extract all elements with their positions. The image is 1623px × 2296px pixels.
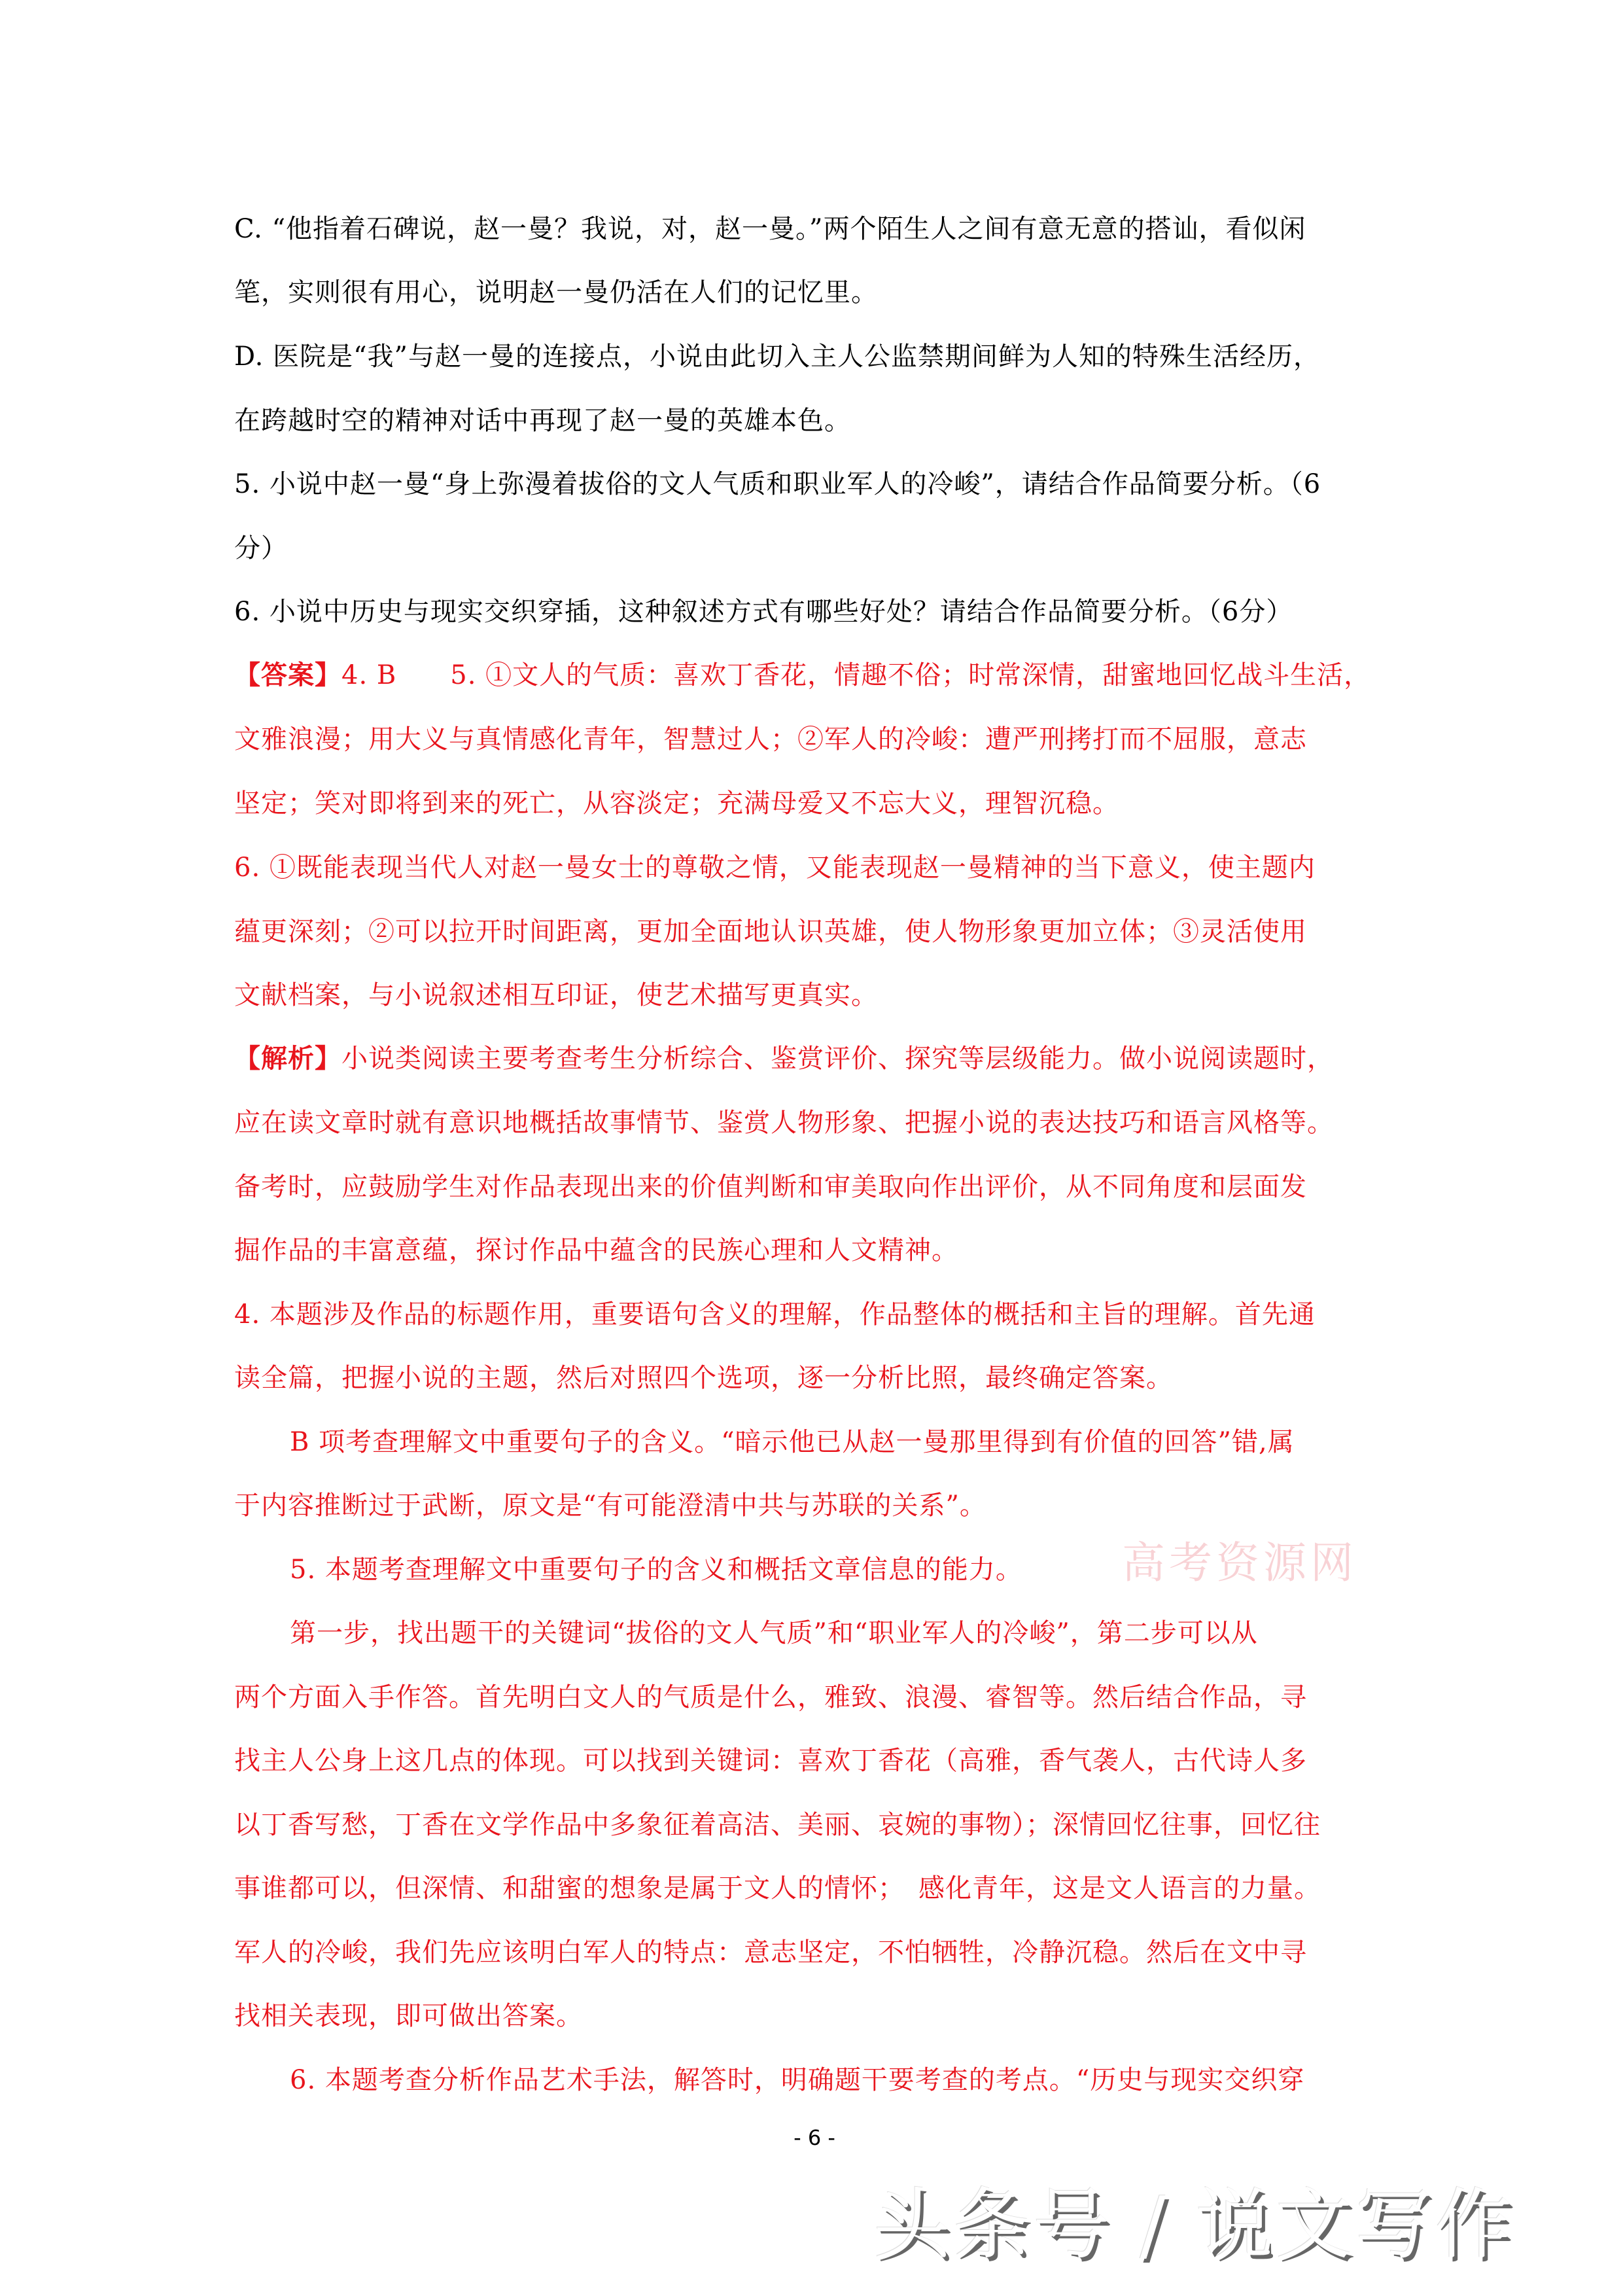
analysis-text: 小说类阅读主要考查考生分析综合、鉴赏评价、探究等层级能力。做小说阅读题时， [341,1044,1334,1074]
answer-text: 4. B 5. ①文人的气质：喜欢丁香花，情趣不俗；时常深情，甜蜜地回忆战斗生活， [341,660,1371,690]
analysis-b-line-1: B 项考查理解文中重要句子的含义。“暗示他已从赵一曼那里得到有价值的回答”错,属 [290,1427,1295,1457]
analysis-5-line-6: 军人的冷峻，我们先应该明白军人的特点：意志坚定，不怕牺牲，冷静沉稳。然后在文中寻 [234,1937,1307,1968]
brand-watermark: 头条号 / 说文写作 [873,2180,1515,2270]
analysis-line-1 [234,1039,1405,1078]
answer-6-line-2: 蕴更深刻；②可以拉开时间距离，更加全面地认识英雄，使人物形象更加立体；③灵活使用 [234,917,1307,947]
analysis-line-3: 备考时，应鼓励学生对作品表现出来的价值判断和审美取向作出评价，从不同角度和层面发 [234,1172,1307,1202]
option-c-line-2: 笔，实则很有用心，说明赵一曼仍活在人们的记忆里。 [234,277,878,308]
analysis-5-heading: 5. 本题考查理解文中重要句子的含义和概括文章信息的能力。 [290,1555,1022,1585]
analysis-5-line-7: 找相关表现，即可做出答案。 [234,2001,583,2031]
option-d-line-1: D. 医院是“我”与赵一曼的连接点，小说由此切入主人公监禁期间鲜为人知的特殊生活经历， [234,342,1320,372]
analysis-line-4: 掘作品的丰富意蕴，探讨作品中蕴含的民族心理和人文精神。 [234,1235,958,1265]
site-watermark: 高考资源网 [1122,1538,1357,1588]
analysis-line-2: 应在读文章时就有意识地概括故事情节、鉴赏人物形象、把握小说的表达技巧和语言风格等。 [234,1108,1334,1138]
analysis-4-line-1: 4. 本题涉及作品的标题作用，重要语句含义的理解，作品整体的概括和主旨的理解。首先通 [234,1299,1316,1330]
analysis-b-line-2: 于内容推断过于武断，原文是“有可能澄清中共与苏联的关系”。 [234,1491,986,1521]
analysis-5-line-1: 第一步，找出题干的关键词“拔俗的文人气质”和“职业军人的冷峻”，第二步可以从 [290,1618,1258,1648]
answer-6-line-3: 文献档案，与小说叙述相互印证，使艺术描写更真实。 [234,980,878,1010]
answer-line-1 [234,656,1405,695]
analysis-4-line-2: 读全篇，把握小说的主题，然后对照四个选项，逐一分析比照，最终确定答案。 [234,1363,1173,1393]
analysis-tag: 【解析】 [234,1043,341,1074]
analysis-6-line-1: 6. 本题考查分析作品艺术手法，解答时，明确题干要考查的考点。“历史与现实交织穿 [290,2065,1305,2095]
analysis-5-line-5: 事谁都可以，但深情、和甜蜜的想象是属于文人的情怀； 感化青年，这是文人语言的力量。 [234,1873,1321,1903]
question-5-line-2: 分） [234,533,288,563]
question-6: 6. 小说中历史与现实交织穿插，这种叙述方式有哪些好处？请结合作品简要分析。（6分） [234,597,1293,627]
analysis-5-line-2: 两个方面入手作答。首先明白文人的气质是什么，雅致、浪漫、睿智等。然后结合作品，寻 [234,1682,1307,1712]
question-5-line-1: 5. 小说中赵一曼“身上弥漫着拔俗的文人气质和职业军人的冷峻”，请结合作品简要分析。（6 [234,469,1321,499]
analysis-5-line-4: 以丁香写愁，丁香在文学作品中多象征着高洁、美丽、哀婉的事物）；深情回忆往事，回忆往 [234,1810,1321,1840]
analysis-5-line-3: 找主人公身上这几点的体现。可以找到关键词：喜欢丁香花（高雅，香气袭人，古代诗人多 [234,1746,1307,1776]
page-number: - 6 - [794,2125,835,2150]
option-d-line-2: 在跨越时空的精神对话中再现了赵一曼的英雄本色。 [234,406,851,436]
answer-tag: 【答案】 [234,660,341,690]
answer-line-2: 文雅浪漫；用大义与真情感化青年，智慧过人；②军人的冷峻：遭严刑拷打而不屈服，意志 [234,724,1307,754]
answer-6-line-1: 6. ①既能表现当代人对赵一曼女士的尊敬之情，又能表现赵一曼精神的当下意义，使主题内 [234,853,1316,883]
answer-line-3: 坚定；笑对即将到来的死亡，从容淡定；充满母爱又不忘大义，理智沉稳。 [234,788,1119,819]
option-c-line-1: C. “他指着石碑说，赵一曼？我说，对，赵一曼。”两个陌生人之间有意无意的搭讪，看似闲 [234,214,1306,244]
